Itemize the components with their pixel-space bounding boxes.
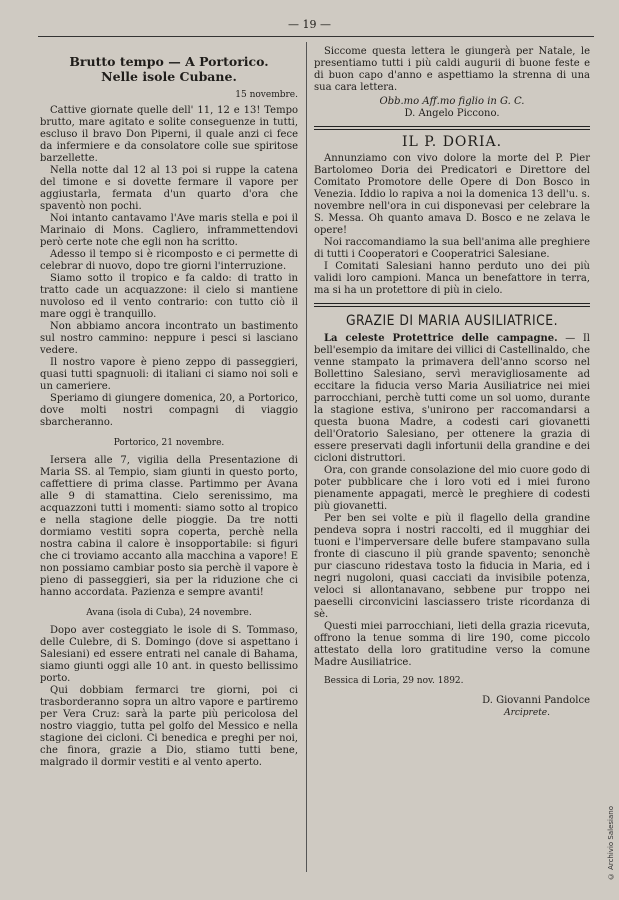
- column-rule: [306, 42, 307, 872]
- right-column: [314, 46, 590, 719]
- section-rule: [314, 126, 590, 130]
- paragraph: Annunziamo con vivo dolore la morte del P. Pier Bartolomeo Doria dei Predicatori e Direttore del Comitato Promotore delle Opere di Don Bosco in Venezia. Iddio lo rapiva a noi la domenica 13 dell'u. s. novembre nell'ora in cui disponevasi per celebrare la S. Messa. Oh quanto amava D. Bosco e ne zelava le opere!: [314, 153, 590, 236]
- left-column: [40, 46, 298, 769]
- dateline-15-nov: 15 novembre.: [235, 90, 298, 100]
- dateline-portorico: Portorico, 21 novembre.: [113, 438, 225, 448]
- dateline-avana: Avana (isola di Cuba), 24 novembre.: [86, 608, 252, 618]
- top-rule: [38, 36, 594, 37]
- signature-title: Arciprete.: [504, 708, 550, 718]
- article-title: [40, 54, 298, 84]
- paragraph-text: — Il bell'esempio da imitare dei villici di Castellinaldo, che venne stampato la primavera dell'anno scorso nel Bollettino Salesiano, servì meravigliosamente ad eccitare la fiducia verso Maria Ausiliatrice nei miei parrocchiani, perchè tutti come un sol uomo, durante la stagione estiva, s'unirono per raccomandarsi a questa buona Madre, a codesti cari giovanetti dell'Oratorio Salesiano, per ottenere la grazia di essere preservati dagli infortunii della grandine e dei cicloni distruttori.: [314, 333, 590, 464]
- page-number: — 19 —: [288, 18, 331, 31]
- section-heading-doria: IL P. DORIA.: [401, 134, 503, 150]
- paragraph: Noi raccomandiamo la sua bell'anima alle preghiere di tutti i Cooperatori e Cooperatrici Salesiane.: [314, 237, 590, 260]
- archive-watermark: © Archivio Salesiano: [607, 805, 615, 880]
- paragraph: Iersera alle 7, vigilia della Presentazione di Maria SS. al Tempio, siam giunti in questo porto, caffettiere di prima classe. Partimmo per Avana alle 9 di stamattina. Cielo serenissimo, ma acquazzoni tutti i momenti: siamo sotto al tropico e nella stagione delle pioggie. Da tre notti dormiamo vestiti sopra coperta, perchè nella nostra cabina il calore è insopportabile: si figuri che ci troviamo accanto alla macchina a vapore! E non possiamo cambiar posto sia perchè il vapore è pieno di passeggieri, sia per la riduzione che ci hanno accordata. Pazienza e sempre avanti!: [40, 455, 298, 598]
- letter-date: Bessica di Loria, 29 nov. 1892.: [324, 676, 464, 686]
- subheading-protettrice: La celeste Protettrice delle campagne.: [324, 333, 558, 344]
- paragraph: Qui dobbiam fermarci tre giorni, poi ci trasborderanno sopra un altro vapore e partiremo per Vera Cruz: sarà la parte più pericolosa del nostro viaggio, tutta pel golfo del Messico e nella stagione dei cicloni. Ci benedica e preghi per noi, che finora, grazie a Dio, stiamo tutti bene, malgrado il dormir vestiti e al vento aperto.: [40, 685, 298, 768]
- section-rule: [314, 303, 590, 307]
- paragraph: Adesso il tempo si è ricomposto e ci permette di celebrar di nuovo, dopo tre giorni l'interruzione.: [40, 249, 298, 272]
- paragraph: Cattive giornate quelle dell' 11, 12 e 13! Tempo brutto, mare agitato e solite conseguenze in tutti, escluso il bravo Don Piperni, il quale anzi ci fece da infermiere e da consolatore colle sue spiritose barzellette.: [40, 105, 298, 164]
- paragraph: Siccome questa lettera le giungerà per Natale, le presentiamo tutti i più caldi augurii di buone feste e di buon capo d'anno e aspettiamo la strenna di una sua cara lettera.: [314, 46, 590, 93]
- paragraph: Speriamo di giungere domenica, 20, a Portorico, dove molti nostri compagni di viaggio sbarcheranno.: [40, 393, 298, 428]
- closing-formula: Obb.mo Aff.mo figlio in G. C.: [379, 96, 525, 107]
- article-title-line1: Brutto tempo — A Portorico.: [69, 54, 269, 69]
- article-title-line2: Nelle isole Cubane.: [101, 69, 237, 84]
- signature-pandolce: D. Giovanni Pandolce: [482, 695, 590, 706]
- paragraph: Per ben sei volte e più il flagello della grandine pendeva sopra i nostri raccolti, ed il mugghiar dei tuoni e l'imperversare delle bufere stampavano sulla fronte di ciascuno il più grande spavento; senonchè pur ciascuno ridestava tosto la fiducia in Maria, ed i negri nugoloni, quasi cacciati da invisibile potenza, veloci si allontanavano, sebbene pur troppo nei paeselli circonvicini lasciassero triste ricordanza di sè.: [314, 513, 590, 620]
- paragraph: Siamo sotto il tropico e fa caldo: di tratto in tratto cade un acquazzone: il cielo si mantiene nuvoloso ed il vento contrario: con tutto ciò il mare oggi è tranquillo.: [40, 273, 298, 320]
- paragraph: Nella notte dal 12 al 13 poi si ruppe la catena del timone e si dovette fermare il vapore per aggiustarla, fermata d'un quarto d'ora che spaventò non pochi.: [40, 165, 298, 212]
- paragraph: Ora, con grande consolazione del mio cuore godo di poter pubblicare che i loro voti ed i miei furono pienamente appagati, mercè le preghiere di codesti più giovanetti.: [314, 465, 590, 512]
- paragraph: Questi miei parrocchiani, lieti della grazia ricevuta, offrono la tenue somma di lire 190, come piccolo attestato della loro gratitudine verso la comune Madre Ausiliatrice.: [314, 621, 590, 668]
- paragraph: Noi intanto cantavamo l'Ave maris stella e poi il Marinaio di Mons. Cagliero, inframmettendovi però certe note che egli non ha scritto.: [40, 213, 298, 248]
- paragraph: I Comitati Salesiani hanno perduto uno dei più validi loro campioni. Manca un benefattore in terra, ma si ha un protettore di più in cielo.: [314, 261, 590, 296]
- paragraph: Dopo aver costeggiato le isole di S. Tommaso, delle Culebre, di S. Domingo (dove si aspettano i Salesiani) ed essere entrati nel canale di Bahama, siamo giunti oggi alle 10 ant. in questo bellissimo porto.: [40, 625, 298, 684]
- section-heading-grazie: GRAZIE DI MARIA AUSILIATRICE.: [345, 313, 559, 329]
- paragraph: Non abbiamo ancora incontrato un bastimento sul nostro cammino: neppure i pesci si lasciano vedere.: [40, 321, 298, 356]
- signature-piccono: D. Angelo Piccono.: [404, 108, 500, 119]
- paragraph: Il nostro vapore è pieno zeppo di passeggieri, quasi tutti spagnuoli: di italiani ci siamo noi soli e un cameriere.: [40, 357, 298, 392]
